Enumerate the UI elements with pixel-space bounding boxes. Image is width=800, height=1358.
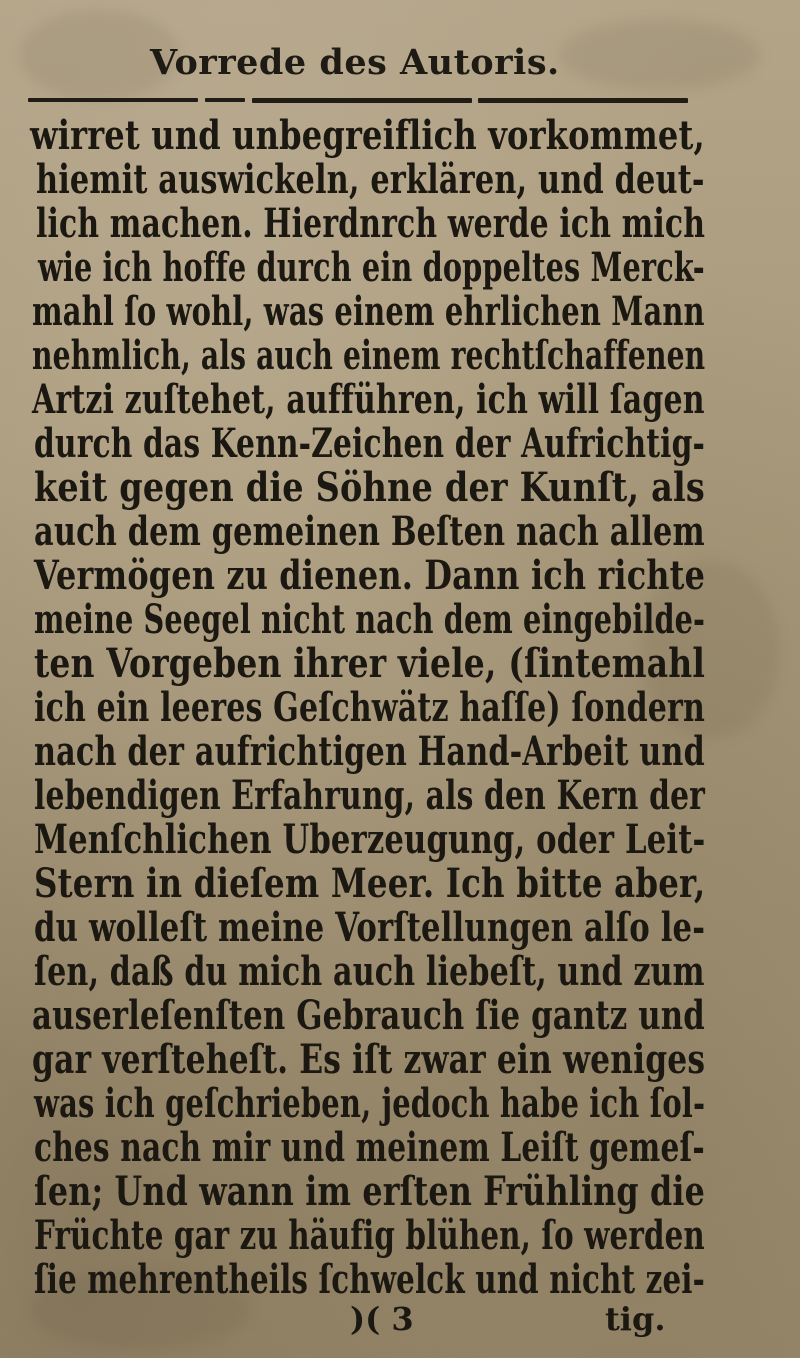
text-line: du wolleſt meine Vorſtellungen alſo le- xyxy=(34,904,706,951)
text-line: Artzi zuſtehet, aufführen, ich will ſagen xyxy=(32,376,705,423)
text-line: lebendigen Erfahrung, als den Kern der xyxy=(34,772,706,819)
page-header xyxy=(0,42,800,92)
text-line: Vermögen zu dienen. Dann ich richte xyxy=(34,552,706,599)
text-line: ich ein leeres Geſchwätz haſſe) ſondern xyxy=(34,684,706,731)
header-rule-dash xyxy=(205,98,245,102)
text-line: lich machen. Hierdnrch werde ich mich xyxy=(36,200,706,247)
header-rule-center xyxy=(252,98,472,103)
catchword: tig. xyxy=(605,1300,666,1338)
text-line: durch das Kenn-Zeichen der Aufrichtig- xyxy=(34,420,705,467)
text-line: wie ich hoffe durch ein doppeltes Merck- xyxy=(38,244,705,291)
page-footer xyxy=(0,1300,800,1344)
text-line: wirret und unbegreiflich vorkommet, xyxy=(30,112,705,159)
header-rule-left xyxy=(28,98,198,102)
text-line: Stern in dieſem Meer. Ich bitte aber, xyxy=(34,860,706,907)
text-line: mahl ſo wohl, was einem ehrlichen Mann xyxy=(32,288,705,335)
text-line: meine Seegel nicht nach dem eingebilde- xyxy=(34,596,706,643)
text-line: Früchte gar zu häufig blühen, ſo werden xyxy=(34,1212,705,1259)
text-line: Menſchlichen Uberzeugung, oder Leit- xyxy=(34,816,706,863)
text-line: hiemit auswickeln, erklären, und deut- xyxy=(36,156,705,203)
header-rule-right xyxy=(478,98,688,103)
text-line: was ich geſchrieben, jedoch habe ich ſol- xyxy=(34,1080,706,1127)
text-line: auch dem gemeinen Beſten nach allem xyxy=(34,508,705,555)
running-head-title: Vorrede des Autoris. xyxy=(150,42,560,83)
text-line: nach der aufrichtigen Hand-Arbeit und xyxy=(34,728,705,775)
text-line: gar verſteheſt. Es iſt zwar ein weniges xyxy=(32,1036,706,1083)
signature-mark: )( 3 xyxy=(350,1300,414,1338)
text-line: ſie mehrentheils ſchwelck und nicht zei- xyxy=(34,1256,705,1303)
text-line: ſen; Und wann im erſten Frühling die xyxy=(34,1168,705,1215)
text-line: ches nach mir und meinem Leiſt gemeſ- xyxy=(34,1124,705,1171)
text-line: ſen, daß du mich auch liebeſt, und zum xyxy=(34,948,705,995)
text-line: ten Vorgeben ihrer viele, (ſintemahl xyxy=(34,640,706,687)
text-line: keit gegen die Söhne der Kunſt, als xyxy=(34,464,705,511)
text-line: auserleſenſten Gebrauch ſie gantz und xyxy=(32,992,705,1039)
text-line: nehmlich, als auch einem rechtſchaffenen xyxy=(32,332,706,379)
